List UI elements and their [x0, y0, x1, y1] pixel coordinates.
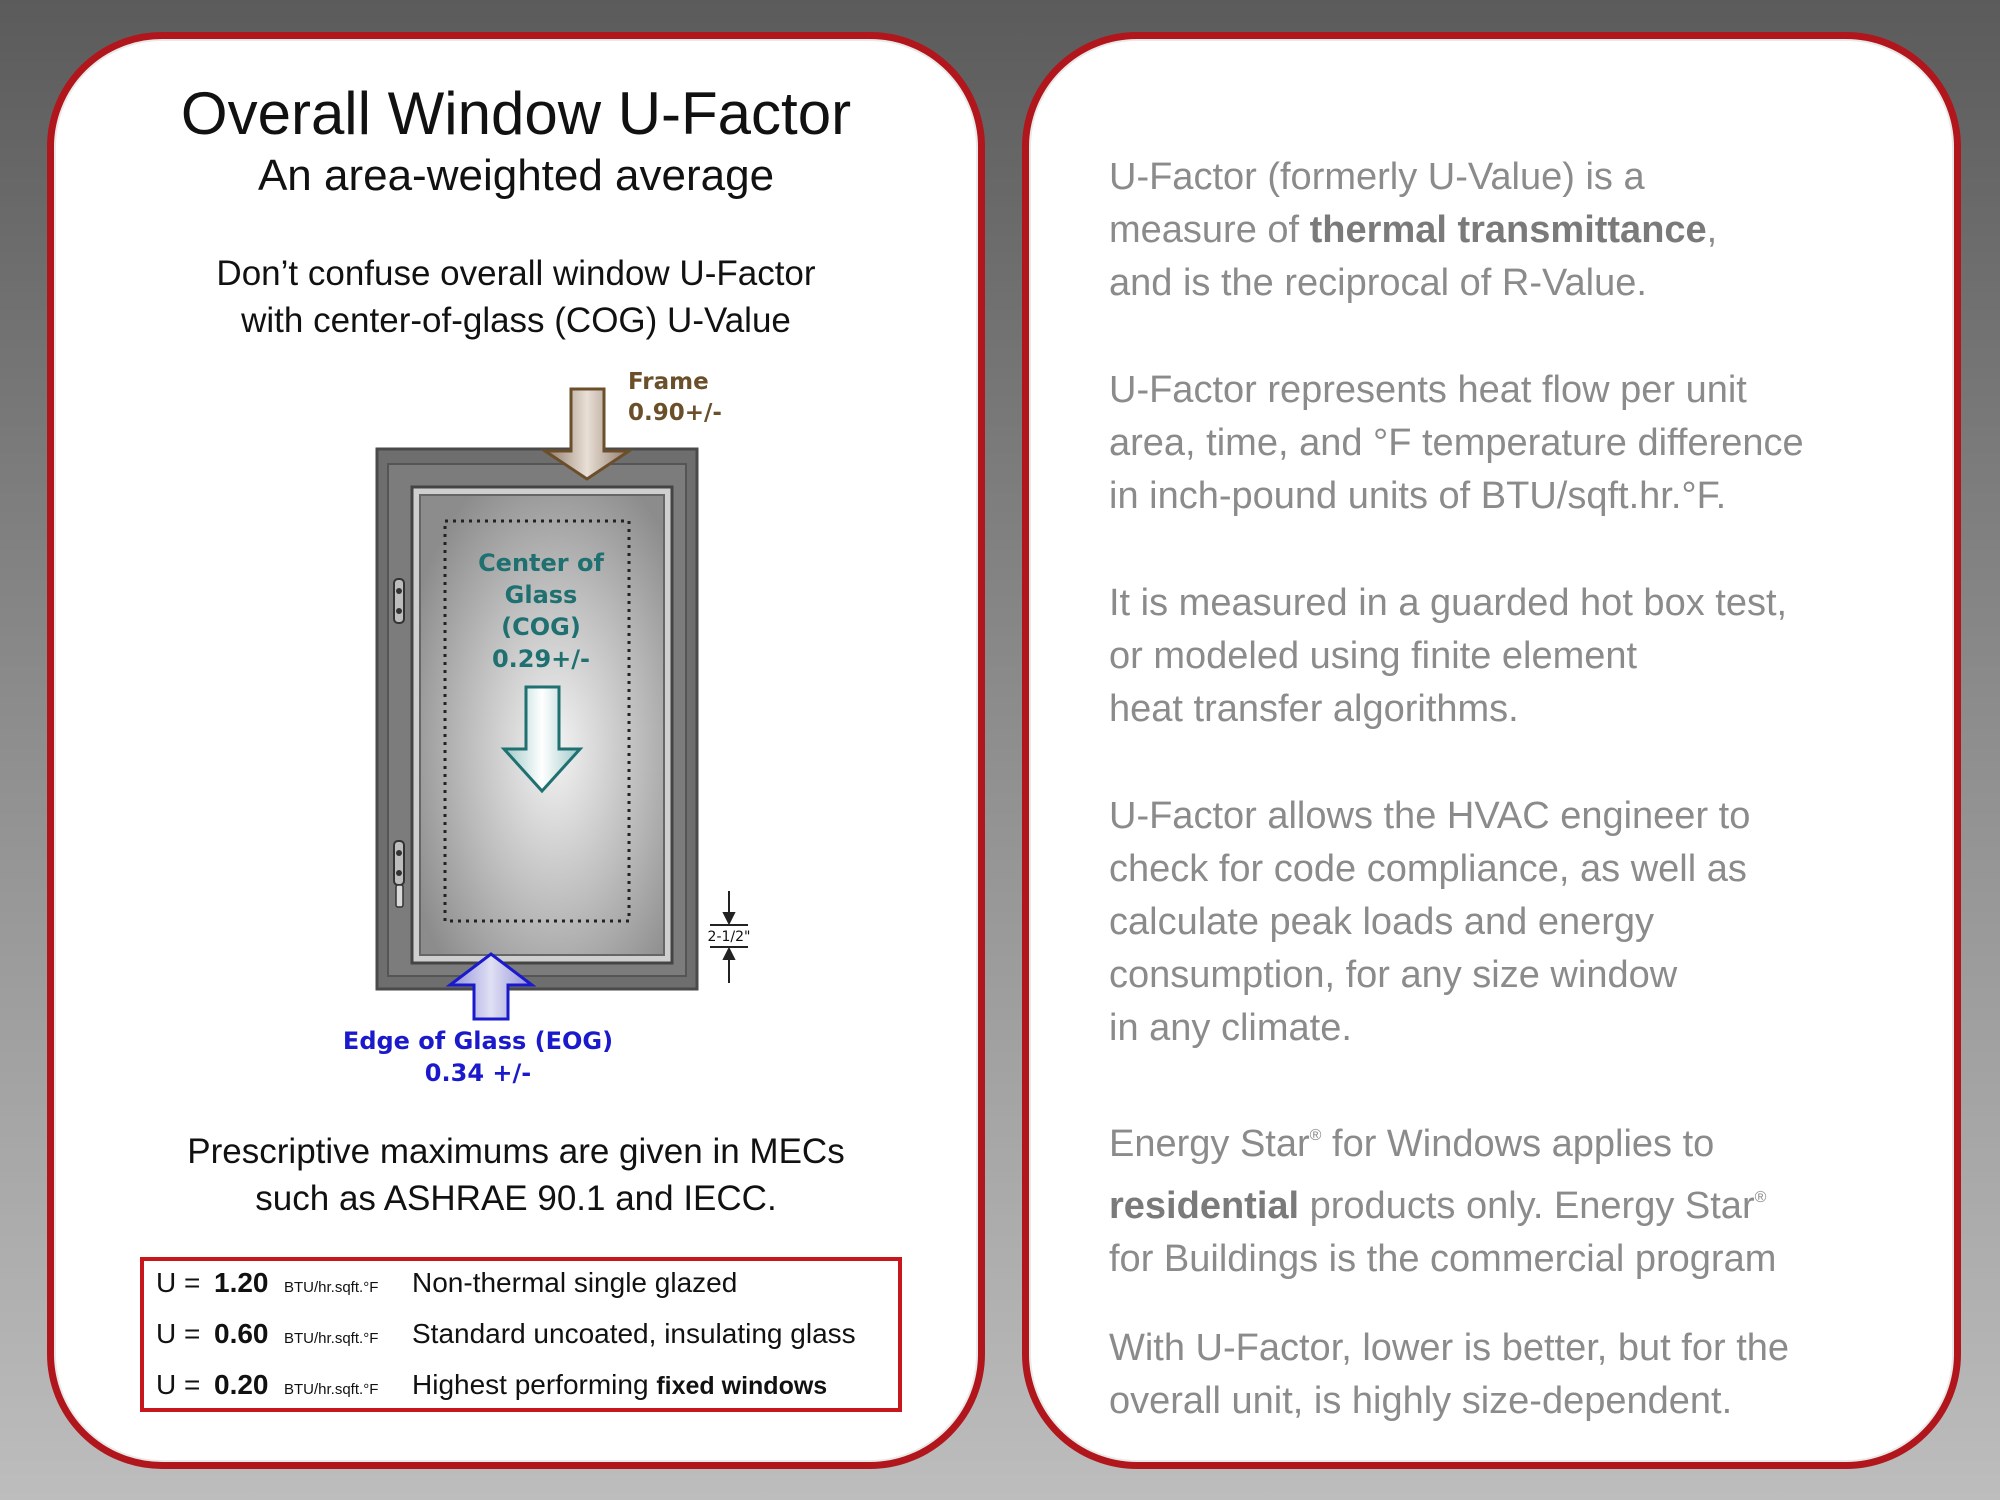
page-title: Overall Window U-Factor [180, 80, 852, 147]
paragraph-energy-star: Energy Star® for Windows applies to residential products only. Energy Star® for Buildings is the commercial program [1109, 1123, 1777, 1280]
left-panel [47, 32, 985, 1469]
table-row [156, 1369, 827, 1417]
u-prefix: U = [156, 1267, 201, 1298]
right-panel [1022, 32, 1961, 1469]
u-value: 0.20 [214, 1369, 269, 1400]
cog-label-line1: Center of [478, 549, 604, 577]
paragraph-heat-flow: U-Factor represents heat flow per unit area, time, and °F temperature difference in inch-pound units of BTU/sqft.hr.°F. [1109, 369, 1804, 517]
paragraph-hvac: U-Factor allows the HVAC engineer to check for code compliance, as well as calculate peak loads and energy consumption, for any size window in any climate. [1109, 795, 1751, 1049]
u-description: Non-thermal single glazed [412, 1267, 738, 1298]
u-value: 1.20 [214, 1267, 269, 1298]
prescriptive-note-line1: Prescriptive maximums are given in MECs [187, 1132, 845, 1171]
u-factor-table [140, 1257, 902, 1412]
window-handle [396, 885, 403, 907]
paragraph-measurement: It is measured in a guarded hot box test, or modeled using finite element heat transfer algorithms. [1109, 582, 1788, 730]
prescriptive-note-line2: such as ASHRAE 90.1 and IECC. [255, 1179, 777, 1218]
frame-value: 0.90+/- [628, 400, 722, 426]
paragraph-definition: U-Factor (formerly U-Value) is a measure of thermal transmittance, and is the reciprocal of R-Value. [1109, 156, 1718, 304]
cog-value: 0.29+/- [491, 645, 591, 673]
u-value: 0.60 [214, 1318, 269, 1349]
confuse-note-line1: Don’t confuse overall window U-Factor [216, 254, 816, 293]
paragraph-lower-is-better: With U-Factor, lower is better, but for the overall unit, is highly size-dependent. [1109, 1327, 1790, 1422]
u-description: Highest performing fixed windows [412, 1369, 828, 1400]
table-row [156, 1318, 856, 1366]
u-description: Standard uncoated, insulating glass [412, 1318, 856, 1349]
hinge-icon [394, 579, 404, 623]
cog-label-line3: (COG) [501, 613, 581, 641]
table-row [156, 1267, 737, 1315]
u-prefix: U = [156, 1369, 201, 1400]
u-unit: BTU/hr.sqft.°F [284, 1381, 379, 1398]
dimension-label: 2-1/2" [707, 929, 751, 945]
confuse-note-line2: with center-of-glass (COG) U-Value [241, 301, 791, 340]
frame-label: Frame [628, 369, 709, 395]
eog-label: Edge of Glass (EOG) [342, 1027, 614, 1055]
eog-value: 0.34 +/- [424, 1059, 532, 1087]
u-unit: BTU/hr.sqft.°F [284, 1279, 379, 1296]
u-prefix: U = [156, 1318, 201, 1349]
page-subtitle: An area-weighted average [257, 151, 775, 200]
cog-label-line2: Glass [504, 581, 578, 609]
hinge-icon [394, 841, 404, 885]
window-diagram [54, 39, 978, 1119]
u-unit: BTU/hr.sqft.°F [284, 1330, 379, 1347]
